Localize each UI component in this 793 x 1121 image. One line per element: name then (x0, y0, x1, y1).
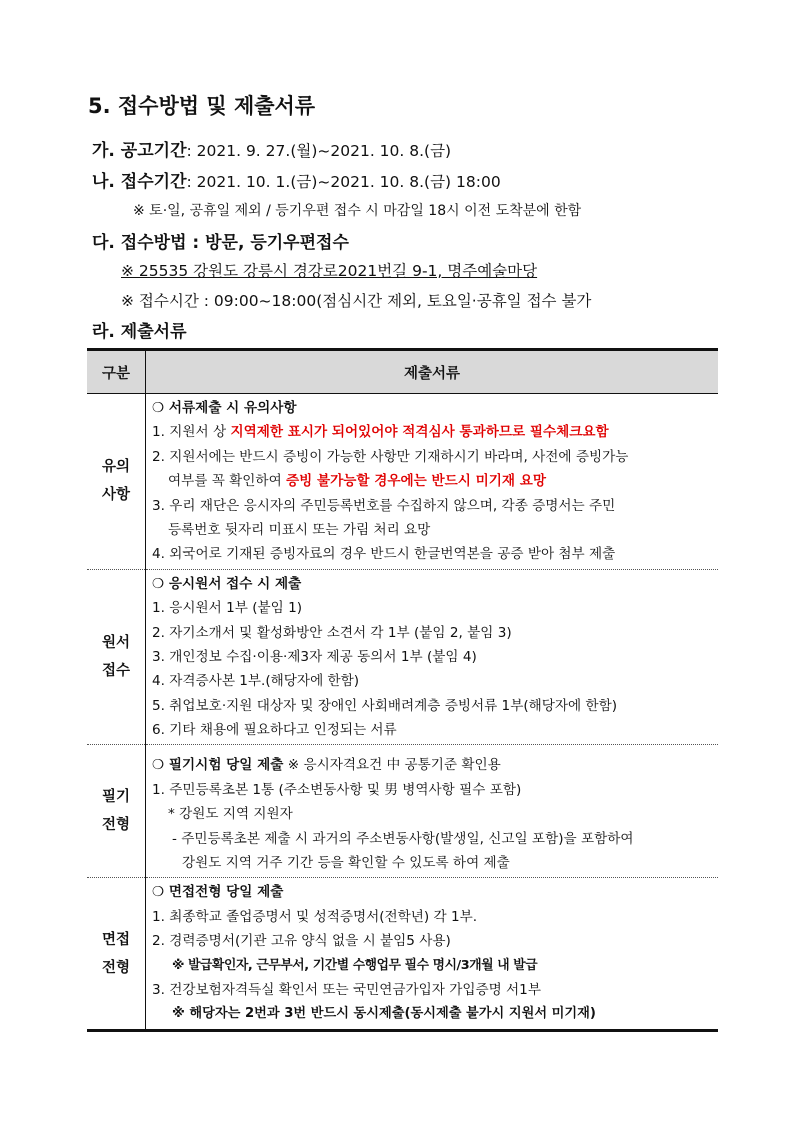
list-item: 5. 취업보호·지원 대상자 및 장애인 사회배려계층 증빙서류 1부(해당자에 한함) (152, 697, 618, 714)
list-item: ※ 해당자는 2번과 3번 반드시 동시제출(동시제출 불가시 지원서 미기재) (172, 1006, 596, 1022)
header-documents: 제출서류 (146, 350, 719, 394)
application-content (146, 569, 719, 745)
list-item: 등록번호 뒷자리 미표시 또는 가림 처리 요망 (168, 521, 431, 538)
reception-period (92, 167, 501, 192)
category-application-line2: 접수 (101, 663, 130, 680)
written-test-content (146, 745, 719, 878)
section-title: 5. 접수방법 및 제출서류 (88, 94, 316, 118)
list-item: 3. 건강보험자격득실 확인서 또는 국민연금가입자 가입증명 서1부 (152, 981, 541, 998)
list-item (152, 420, 718, 444)
reception-period-note: ※ 토·일, 공휴일 제외 / 등기우편 접수 시 마감일 18시 이전 도착분에 한함 (133, 203, 582, 219)
written-test-heading (152, 753, 718, 777)
notes-item2-text: 여부를 꼭 확인하여 (168, 473, 287, 490)
list-item: 1. 최종학교 졸업증명서 및 성적증명서(전학년) 각 1부. (152, 908, 478, 925)
documents-label: 라. 제출서류 (92, 322, 187, 342)
interview-content (146, 878, 719, 1030)
written-test-heading-note: ※ 응시자격요건 中 공통기준 확인용 (283, 757, 501, 774)
notes-heading: ❍ 서류제출 시 유의사항 (152, 400, 297, 416)
list-item: 2. 경력증명서(기관 고유 양식 없을 시 붙임5 사용) (152, 933, 451, 950)
list-item: 1. 응시원서 1부 (붙임 1) (152, 600, 303, 617)
list-item (152, 469, 718, 493)
category-notes-line2: 사항 (101, 487, 130, 504)
reception-period-value: : 2021. 10. 1.(금)~2021. 10. 8.(금) 18:00 (186, 173, 501, 191)
list-item: ※ 발급확인자, 근무부서, 기간별 수행업무 필수 명시/3개월 내 발급 (172, 957, 538, 973)
category-interview-line2: 전형 (101, 959, 130, 976)
announcement-period (92, 136, 451, 161)
list-item: * 강원도 지역 지원자 (168, 806, 293, 823)
category-application-line1: 원서 (101, 635, 130, 652)
documents-table (87, 348, 718, 1032)
category-interview (87, 878, 146, 1030)
notes-item1-emphasis: 지역제한 표시가 되어있어야 적격심사 통과하므로 필수체크요함 (230, 424, 609, 441)
list-item: 2. 자기소개서 및 활성화방안 소견서 각 1부 (붙임 2, 붙임 3) (152, 624, 512, 641)
reception-method-label: 다. 접수방법 : 방문, 등기우편접수 (92, 233, 349, 253)
notes-content (146, 394, 719, 570)
list-item: - 주민등록초본 제출 시 과거의 주소변동사항(발생일, 신고일 포함)을 포함하여 (172, 830, 634, 847)
table-row-interview (87, 878, 718, 1030)
list-item: 4. 자격증사본 1부.(해당자에 한함) (152, 673, 360, 690)
category-written-test (87, 745, 146, 878)
category-application (87, 569, 146, 745)
notes-item1-text: 1. 지원서 상 (152, 424, 231, 441)
announcement-period-value: : 2021. 9. 27.(월)~2021. 10. 8.(금) (186, 142, 452, 160)
list-item: 1. 주민등록초본 1통 (주소변동사항 및 男 병역사항 필수 포함) (152, 781, 522, 798)
table-row-application (87, 569, 718, 745)
list-item: 3. 우리 재단은 응시자의 주민등록번호를 수집하지 않으며, 각종 증명서는 주민 (152, 497, 616, 514)
announcement-period-label: 가. 공고기간 (92, 141, 187, 161)
table-row-notes (87, 394, 718, 570)
reception-period-label: 나. 접수기간 (92, 172, 187, 192)
table-row-written-test (87, 745, 718, 878)
category-notes (87, 394, 146, 570)
written-test-heading-text: ❍ 필기시험 당일 제출 (152, 757, 284, 774)
category-interview-line1: 면접 (101, 931, 130, 948)
list-item: 4. 외국어로 기재된 증빙자료의 경우 반드시 한글번역본을 공증 받아 첨부 제출 (152, 546, 616, 563)
reception-hours: ※ 접수시간 : 09:00~18:00(점심시간 제외, 토요일·공휴일 접수 불가 (121, 292, 592, 310)
table-header-row (87, 350, 718, 394)
list-item: 3. 개인정보 수집·이용·제3자 제공 동의서 1부 (붙임 4) (152, 648, 477, 665)
application-heading: ❍ 응시원서 접수 시 제출 (152, 575, 302, 592)
list-item: 2. 지원서에는 반드시 증빙이 가능한 사항만 기재하시기 바라며, 사전에 증빙가능 (152, 448, 629, 465)
interview-heading: ❍ 면접전형 당일 제출 (152, 884, 284, 901)
category-written-line2: 전형 (101, 817, 130, 834)
reception-address: ※ 25535 강원도 강릉시 경강로2021번길 9-1, 명주예술마당 (121, 262, 538, 280)
category-notes-line1: 유의 (101, 459, 130, 476)
category-written-line1: 필기 (101, 789, 130, 806)
list-item: 강원도 지역 거주 기간 등을 확인할 수 있도록 하여 제출 (182, 855, 510, 872)
notes-item2-emphasis: 증빙 불가능할 경우에는 반드시 미기재 요망 (286, 473, 547, 490)
header-category: 구분 (87, 350, 146, 394)
list-item: 6. 기타 채용에 필요하다고 인정되는 서류 (152, 722, 397, 739)
